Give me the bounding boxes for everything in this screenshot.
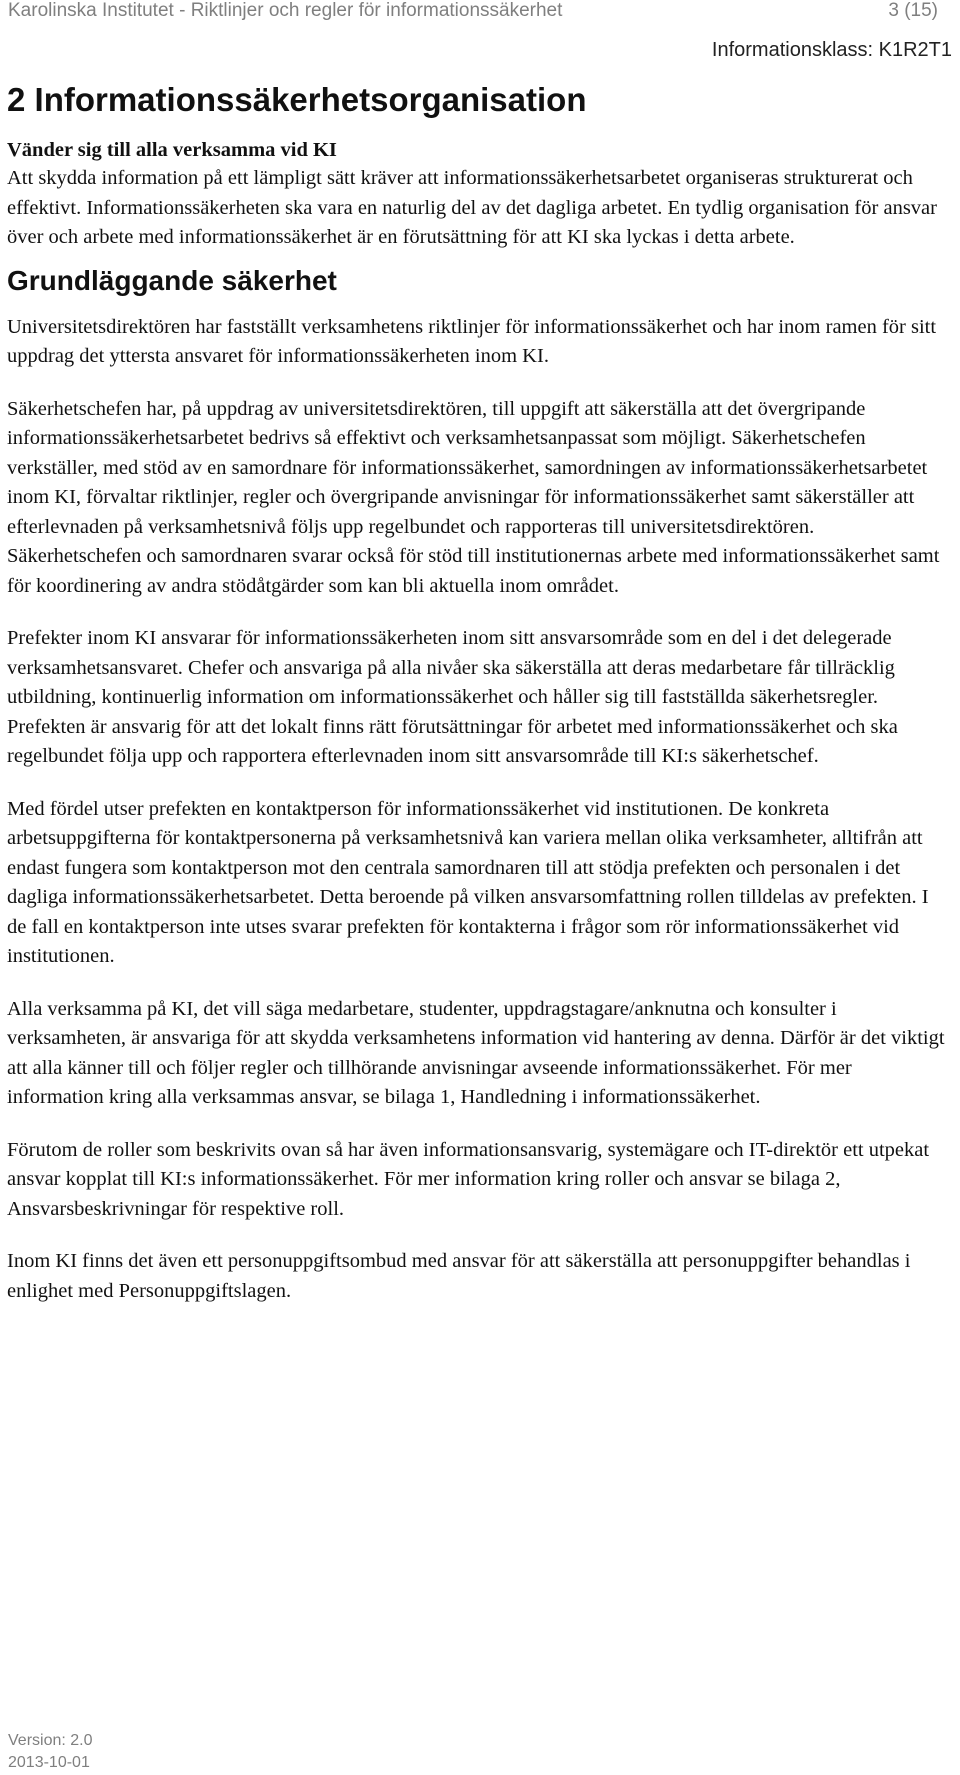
section-heading: 2 Informationssäkerhetsorganisation — [7, 81, 587, 118]
paragraph-contact-person: Med fördel utser prefekten en kontaktperson för informationssäkerhet vid institutionen. De konkreta arbetsuppgifterna för kontaktpersonerna på verksamhetsnivå kan variera mellan olika verksamheter, alltifrån att endast fungera som kontaktperson mot den centrala samordnaren till att stödja prefekten och personalen i det dagliga informationssäkerhetsarbetet. Detta beroende på vilken ansvarsomfattning rollen tilldelas av prefekten. I de fall en kontaktperson inte utses svarar prefekten för kontakterna i frågor som rör informationssäkerhet vid institutionen. — [7, 797, 929, 967]
paragraph-other-roles: Förutom de roller som beskrivits ovan så har även informationsansvarig, systemägare och IT-direktör ett utpekat ansvar kopplat till KI:s informationssäkerhet. För mer information kring roller och ansvar se bilaga 2, Ansvarsbeskrivningar för respektive roll. — [7, 1138, 930, 1220]
paragraph-all-staff: Alla verksamma på KI, det vill säga medarbetare, studenter, uppdragstagare/anknutna och konsulter i verksamheten, är ansvariga för att skydda verksamhetens information vid hantering av denna. Därför är det viktigt att alla känner till och följer regler och tillhörande anvisningar avseende informationssäkerhet. För mer information kring alla verksammas ansvar, se bilaga 1, Handledning i informationssäkerhet. — [7, 997, 945, 1108]
paragraph-security-chief: Säkerhetschefen har, på uppdrag av universitetsdirektören, till uppgift att säkerställa att det övergripande informationssäkerhetsarbetet bedrivs så effektivt och verksamhetsanpassat som möjligt. Säkerhetschefen verkställer, med stöd av en samordnare för informationssäkerhet, samordningen av informationssäkerhetsarbetet inom KI, förvaltar riktlinjer, regler och övergripande anvisningar för informationssäkerhet samt säkerställer att efterlevnaden på verksamhetsnivå följs upp regelbundet och rapporteras till universitetsdirektören. Säkerhetschefen och samordnaren svarar också för stöd till institutionernas arbete med informationssäkerhet samt för koordinering av andra stödåtgärder som kan bli aktuella inom området. — [7, 397, 940, 597]
paragraph-director: Universitetsdirektören har fastställt verksamhetens riktlinjer för informationssäkerhet och har inom ramen för sitt uppdrag det yttersta ansvaret för informationssäkerheten inom KI. — [7, 315, 937, 367]
footer-version: Version: 2.0 — [8, 1732, 93, 1749]
document-body — [7, 78, 953, 1329]
paragraph-data-protection: Inom KI finns det även ett personuppgiftsombud med ansvar för att säkerställa att personuppgifter behandlas i enlighet med Personuppgiftslagen. — [7, 1250, 911, 1302]
audience-label: Vänder sig till alla verksamma vid KI — [7, 139, 337, 161]
subsection-heading: Grundläggande säkerhet — [7, 264, 337, 296]
document-header-title: Karolinska Institutet - Riktlinjer och regler för informationssäkerhet — [8, 0, 563, 21]
footer — [8, 1730, 93, 1774]
footer-date: 2013-10-01 — [8, 1754, 90, 1771]
classification-label: Informationsklass: K1R2T1 — [711, 39, 952, 61]
intro-paragraph: Att skydda information på ett lämpligt sätt kräver att informationssäkerhetsarbetet organiseras strukturerat och effektivt. Informationssäkerheten ska vara en naturlig del av det dagliga arbetet. En tydlig organisation för ansvar över och arbete med informationssäkerhet är en förutsättning för att KI ska lyckas i detta arbete. — [7, 167, 937, 248]
page-number: 3 (15) — [888, 0, 938, 21]
paragraph-prefects: Prefekter inom KI ansvarar för informationssäkerheten inom sitt ansvarsområde som en del i det delegerade verksamhetsansvaret. Chefer och ansvariga på alla nivåer ska säkerställa att deras medarbetare får tillräcklig utbildning, kontinuerlig information om informationssäkerhet och håller sig till fastställda säkerhetsregler. Prefekten är ansvarig för att det lokalt finns rätt förutsättningar för arbetet med informationssäkerhet och ska regelbundet följa upp och rapportera efterlevnaden inom sitt ansvarsområde till KI:s säkerhetschef. — [7, 627, 898, 767]
